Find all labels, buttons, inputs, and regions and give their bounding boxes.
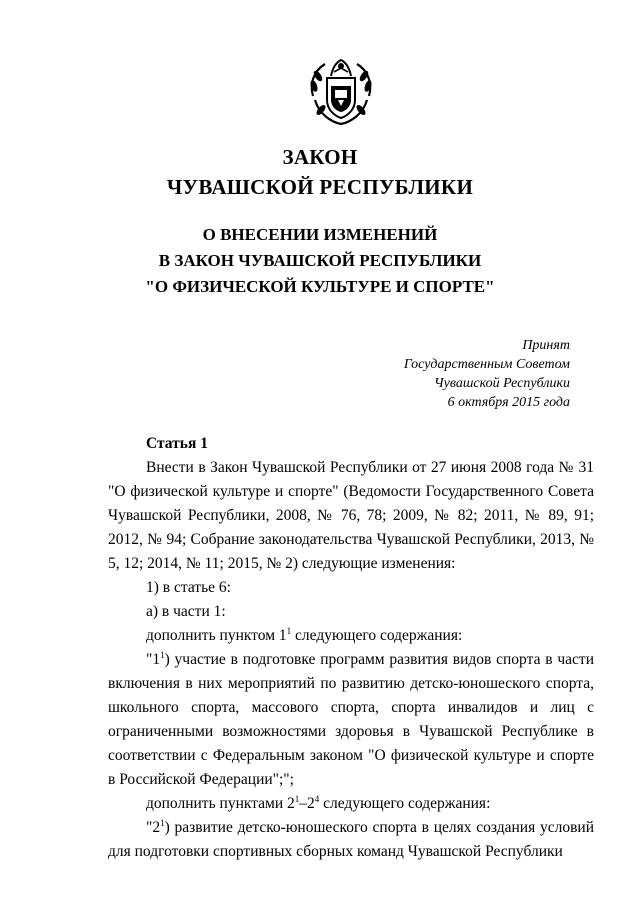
adoption-date: 6 октября 2015 года <box>447 395 570 410</box>
adoption-note <box>270 336 570 412</box>
law-subject-line-3: "О ФИЗИЧЕСКОЙ КУЛЬТУРЕ И СПОРТЕ" <box>145 277 495 296</box>
amendment-instruction <box>108 624 594 648</box>
paragraph-text: ) участие в подготовке программ развития видов спорта в части включения в них мероприятий по развитию детско-юношеского спорта, школьного спорта, массового спорта, спорта инвалидов и лиц с ограниченными возможностями здоровья в Чувашской Республике в соответствии с Федеральным законом "О физической культуре и спорте в Российской Федерации";"; <box>108 651 594 788</box>
list-item: 1) в статье 6: <box>146 579 231 596</box>
law-title-republic: ЧУВАШСКОЙ РЕСПУБЛИКИ <box>166 175 474 199</box>
adoption-note-line: Принят <box>522 338 570 353</box>
amendment-text-paragraph <box>108 648 594 792</box>
paragraph-text: ) развитие детско-юношеского спорта в целях создания условий для подготовки спортивных сборных команд Чувашской Республики <box>108 819 594 860</box>
adoption-note-line: Чувашской Республики <box>434 376 570 391</box>
paragraph-number: "1 <box>146 651 161 668</box>
list-item: а) в части 1: <box>146 603 226 620</box>
amendment-instruction <box>108 792 594 816</box>
article-heading: Статья 1 <box>146 435 208 452</box>
paragraph-number: "2 <box>146 819 161 836</box>
law-subject-line-2: В ЗАКОН ЧУВАШСКОЙ РЕСПУБЛИКИ <box>158 251 482 270</box>
document-body <box>108 432 594 864</box>
amendment-instruction-text: дополнить пунктами 2 <box>146 795 295 812</box>
adoption-note-line: Государственным Советом <box>403 357 570 372</box>
amendment-text-paragraph <box>108 816 594 864</box>
superscript: 1 <box>160 818 165 828</box>
amendment-instruction-text: следующего содержания: <box>291 627 463 644</box>
amendment-instruction-text: –2 <box>299 795 315 812</box>
law-subject-line-1: О ВНЕСЕНИИ ИЗМЕНЕНИЙ <box>202 225 438 244</box>
amendment-instruction-text: дополнить пунктом 1 <box>146 627 287 644</box>
superscript: 1 <box>294 794 300 804</box>
article-intro-paragraph: Внести в Закон Чувашской Республики от 27 июня 2008 года № 31 "О физической культуре и спорте" (Ведомости Государственного Совета Чувашской Республики, 2008, № 76, 78; 2009, № 82; 2011, № 89, 91; 2012, № 94; Собрание законодательства Чувашской Республики, 2013, № 5, 12; 2014, № 11; 2015, № 2) следующие изменения: <box>108 459 594 572</box>
superscript: 1 <box>160 650 165 660</box>
law-title: ЗАКОН <box>282 145 358 169</box>
amendment-instruction-text: следующего содержания: <box>319 795 491 812</box>
superscript: 4 <box>314 794 320 804</box>
superscript: 1 <box>286 626 292 636</box>
chuvash-republic-emblem-icon <box>301 56 381 128</box>
